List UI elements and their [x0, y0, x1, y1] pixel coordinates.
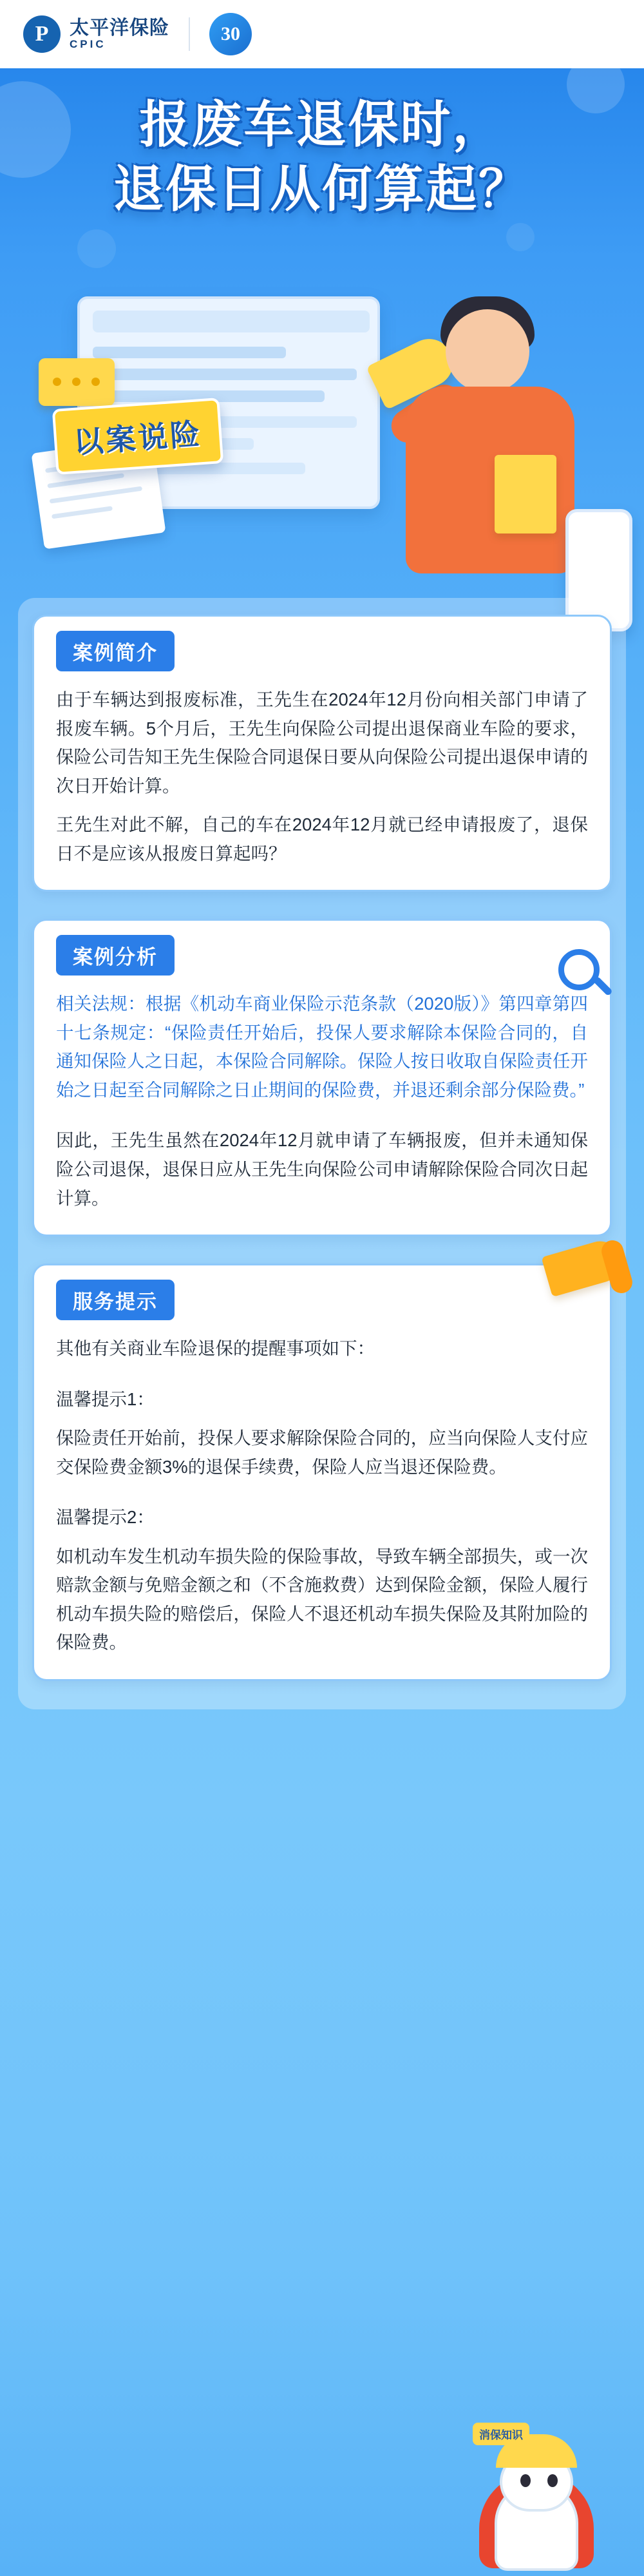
- paragraph: 因此，王先生虽然在2024年12月就申请了车辆报废，但并未通知保险公司退保，退保日应从王先生向保险公司申请解除保险合同次日起计算。: [56, 1130, 588, 1208]
- section-heading: 案例简介: [56, 631, 175, 671]
- paragraph-regulation: 相关法规：根据《机动车商业保险示范条款（2020版）》第四章第四十七条规定：“保险责任开始后，投保人要求解除本保险合同的，自通知保险人之日起，本保险合同解除。保险人按日收取自保险责任开始之日起至合同解除之日止期间的保险费，并退还剩余部分保险费。”: [56, 994, 588, 1100]
- paragraph: 王先生对此不解，自己的车在2024年12月就已经申请报废了，退保日不是应该从报废日算起吗？: [56, 814, 588, 863]
- megaphone-icon: [531, 1237, 628, 1296]
- tip-label: 温馨提示1：: [56, 1389, 155, 1409]
- brand-name-cn: 太平洋保险: [70, 17, 169, 39]
- section-heading: 案例分析: [56, 935, 175, 976]
- sticky-note-icon: [39, 358, 115, 406]
- brand-name-group: [70, 18, 169, 50]
- logo-mark-text: P: [35, 22, 49, 46]
- section-case-analysis: [32, 919, 612, 1236]
- case-talk-ribbon: [52, 398, 223, 475]
- tip-label: 温馨提示2：: [56, 1507, 155, 1528]
- title-line-2: 退保日从何算起？: [113, 160, 531, 217]
- hero-illustration: [0, 258, 644, 599]
- anniversary-badge-text: 30: [221, 23, 240, 44]
- section-service-tips: [32, 1264, 612, 1681]
- hero-banner: [0, 68, 644, 281]
- page-title: [35, 93, 609, 222]
- brand-header: [0, 0, 644, 68]
- mascot-tag-label: 消保知识: [473, 2423, 529, 2445]
- brand-name-en: CPIC: [70, 37, 106, 50]
- header-divider: [189, 17, 190, 51]
- case-talk-ribbon-label: 以案说险: [72, 418, 204, 459]
- cpic-logo-icon: [23, 15, 61, 53]
- anniversary-badge-icon: [209, 13, 252, 55]
- magnifier-icon: [558, 949, 614, 1004]
- title-line-1: 报废车退保时，: [139, 97, 505, 153]
- mascot-illustration: [457, 2415, 618, 2576]
- paragraph: 保险责任开始前，投保人要求解除保险合同的，应当向保险人支付应交保险费金额3%的退保手续费，保险人应当退还保险费。: [56, 1428, 588, 1477]
- paragraph: 由于车辆达到报废标准，王先生在2024年12月份向相关部门申请了报废车辆。5个月后，王先生向保险公司提出退保商业车险的要求，保险公司告知王先生保险合同退保日要从向保险公司提出退保申请的次日开始计算。: [56, 689, 588, 796]
- paragraph: 其他有关商业车险退保的提醒事项如下：: [56, 1338, 375, 1359]
- book-icon: [495, 455, 556, 533]
- section-case-summary: [32, 615, 612, 892]
- paragraph: 如机动车发生机动车损失险的保险事故，导致车辆全部损失，或一次赔款金额与免赔金额之和（不含施救费）达到保险金额，保险人履行机动车损失险的赔偿后，保险人不退还机动车损失保险及其附加险的保险费。: [56, 1546, 588, 1653]
- section-heading: 服务提示: [56, 1280, 175, 1320]
- content-panel: [18, 598, 626, 1709]
